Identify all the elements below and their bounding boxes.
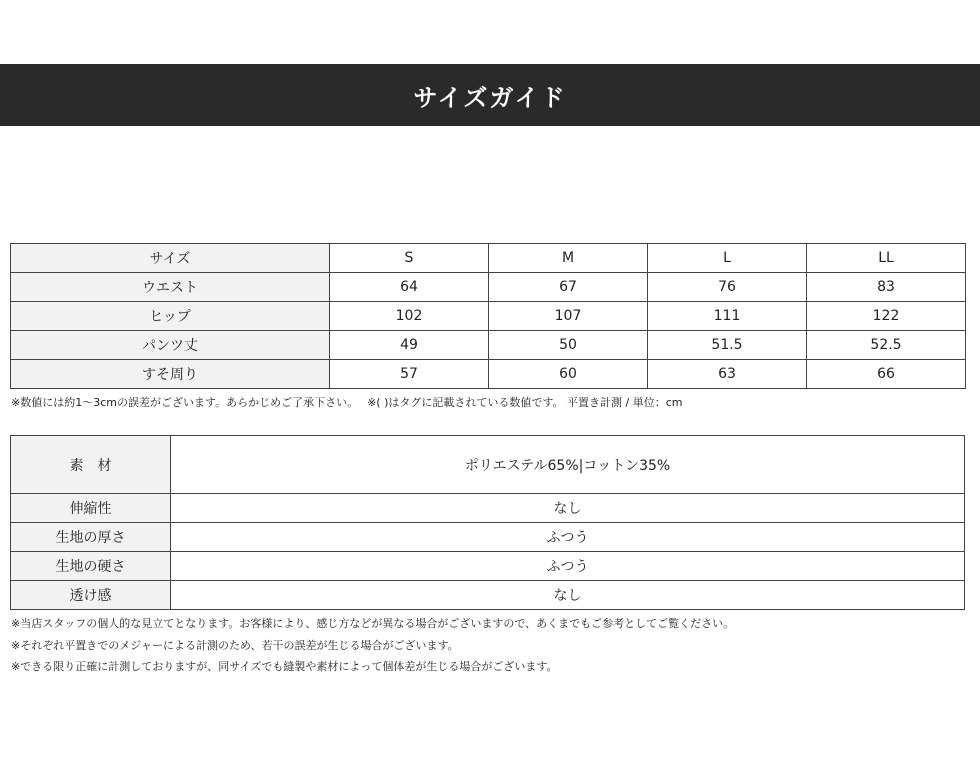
size-header-s: S	[330, 244, 489, 273]
table-row	[11, 436, 965, 494]
row-label-inseam: パンツ丈	[11, 331, 330, 360]
table-row	[11, 273, 966, 302]
table-row	[11, 302, 966, 331]
hardness-value: ふつう	[171, 552, 965, 581]
material-table	[10, 435, 965, 610]
sheerness-value: なし	[171, 581, 965, 610]
table-row	[11, 494, 965, 523]
row-label-sheerness: 透け感	[11, 581, 171, 610]
table-cell: 102	[330, 302, 489, 331]
table-row	[11, 331, 966, 360]
size-note: ※数値には約1～3cmの誤差がございます。あらかじめご了承下さい。 ※( )はタグに記載されている数値です。 平置き計測 / 単位：cm	[11, 396, 683, 409]
table-cell: 60	[489, 360, 648, 389]
thickness-value: ふつう	[171, 523, 965, 552]
table-cell: 52.5	[807, 331, 966, 360]
table-row	[11, 360, 966, 389]
notes	[11, 613, 734, 678]
size-table	[10, 243, 966, 389]
size-header-m: M	[489, 244, 648, 273]
stretch-value: なし	[171, 494, 965, 523]
size-header-ll: LL	[807, 244, 966, 273]
size-guide-banner	[0, 64, 980, 126]
row-label-material: 素 材	[11, 436, 171, 494]
table-cell: 107	[489, 302, 648, 331]
note-line: ※それぞれ平置きでのメジャーによる計測のため、若干の誤差が生じる場合がございます。	[11, 638, 459, 652]
size-table-header-row	[11, 244, 966, 273]
table-cell: 49	[330, 331, 489, 360]
row-label-stretch: 伸縮性	[11, 494, 171, 523]
page-title: サイズガイド	[413, 83, 567, 112]
table-cell: 63	[648, 360, 807, 389]
material-value: ポリエステル65%|コットン35%	[171, 436, 965, 494]
table-cell: 66	[807, 360, 966, 389]
table-cell: 51.5	[648, 331, 807, 360]
note-line: ※できる限り正確に計測しておりますが、同サイズでも縫製や素材によって個体差が生じる場合がございます。	[11, 660, 558, 673]
table-cell: 57	[330, 360, 489, 389]
table-cell: 64	[330, 273, 489, 302]
row-label-hem: すそ周り	[11, 360, 330, 389]
table-cell: 111	[648, 302, 807, 331]
table-cell: 122	[807, 302, 966, 331]
note-line: ※当店スタッフの個人的な見立てとなります。お客様により、感じ方などが異なる場合がございますので、あくまでもご参考としてご覧ください。	[11, 617, 735, 630]
row-label-hardness: 生地の硬さ	[11, 552, 171, 581]
table-row	[11, 552, 965, 581]
table-cell: 76	[648, 273, 807, 302]
table-row	[11, 523, 965, 552]
table-cell: 83	[807, 273, 966, 302]
table-cell: 50	[489, 331, 648, 360]
table-cell: 67	[489, 273, 648, 302]
row-label-thickness: 生地の厚さ	[11, 523, 171, 552]
size-header-label: サイズ	[11, 244, 330, 273]
table-row	[11, 581, 965, 610]
size-header-l: L	[648, 244, 807, 273]
row-label-hip: ヒップ	[11, 302, 330, 331]
row-label-waist: ウエスト	[11, 273, 330, 302]
